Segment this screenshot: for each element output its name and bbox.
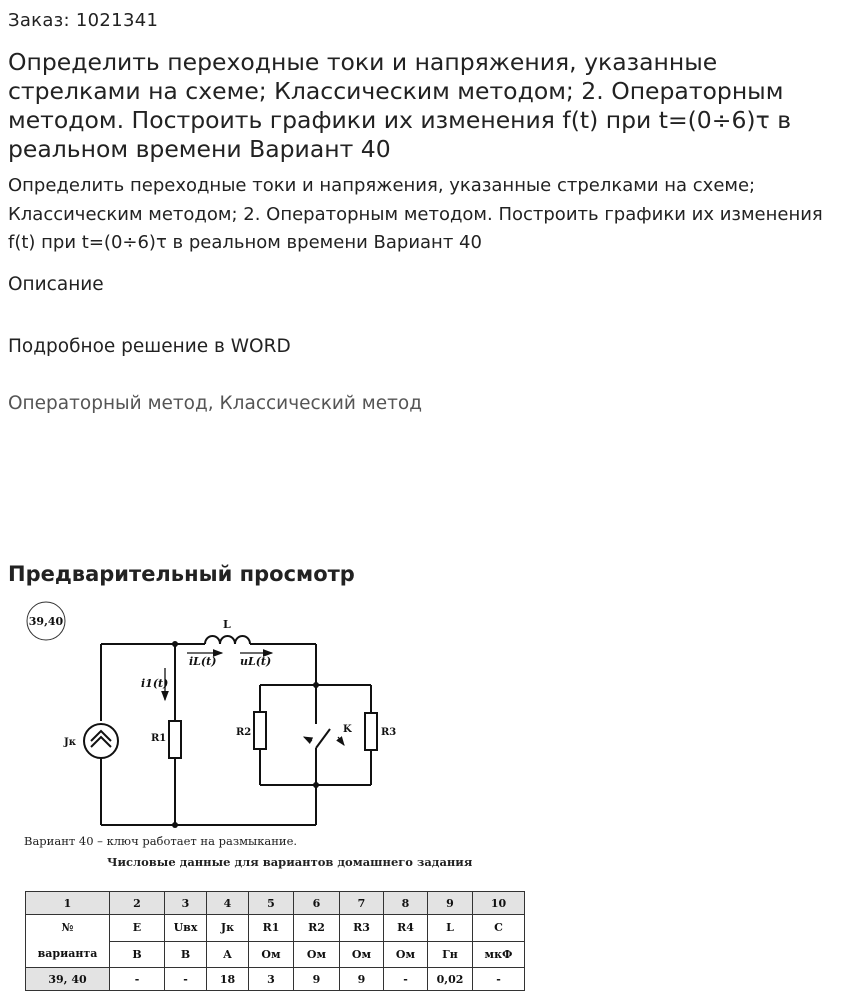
table-row-numbers: 1 2 3 4 5 6 7 8 9 10 xyxy=(26,892,525,915)
tags-list[interactable]: Операторный метод, Классический метод xyxy=(8,393,423,414)
preview-heading: Предварительный просмотр xyxy=(8,562,355,586)
page-title: Определить переходные токи и напряжения, указанные стрелками на схеме; Классическим методом; 2. Операторным методом. Построить графики их изменения f(t) при t=(0÷6)τ в реальном времени Вариант 40 xyxy=(8,48,792,163)
order-number: Заказ: 1021341 xyxy=(8,10,159,31)
resistor-r1 xyxy=(169,721,181,758)
variant-caption: Вариант 40 – ключ работает на размыкание. xyxy=(24,834,298,848)
description-heading: Описание xyxy=(8,274,104,295)
switch-k xyxy=(316,729,330,748)
table-row-names: № варианта E Uвх Jк R1 R2 R3 R4 L C xyxy=(26,915,525,942)
parameters-table xyxy=(25,891,525,991)
label-i1: i1(t) xyxy=(141,677,169,690)
task-description: Определить переходные токи и напряжения, указанные стрелками на схеме; Классическим методом; 2. Операторным методом. Построить графики их изменения f(t) при t=(0÷6)τ в реальном времени Вариант 40 xyxy=(8,175,823,253)
label-r2: R2 xyxy=(236,727,252,738)
resistor-r3 xyxy=(365,713,377,750)
label-jk: Jк xyxy=(64,737,76,748)
label-ul: uL(t) xyxy=(240,655,272,668)
label-r1: R1 xyxy=(151,733,167,744)
table-caption: Числовые данные для вариантов домашнего задания xyxy=(107,855,473,869)
label-k: K xyxy=(343,724,352,735)
table-row-values: 39, 40 - - 18 3 9 9 - 0,02 - xyxy=(26,968,525,991)
label-r3: R3 xyxy=(381,727,397,738)
solution-note: Подробное решение в WORD xyxy=(8,336,291,357)
variant-circle-text: 39,40 xyxy=(28,615,64,628)
table-row-units: В В А Ом Ом Ом Ом Гн мкФ xyxy=(26,941,525,968)
label-il: iL(t) xyxy=(189,655,217,668)
label-l: L xyxy=(223,618,231,631)
current-source-icon xyxy=(84,724,118,758)
resistor-r2 xyxy=(254,712,266,749)
